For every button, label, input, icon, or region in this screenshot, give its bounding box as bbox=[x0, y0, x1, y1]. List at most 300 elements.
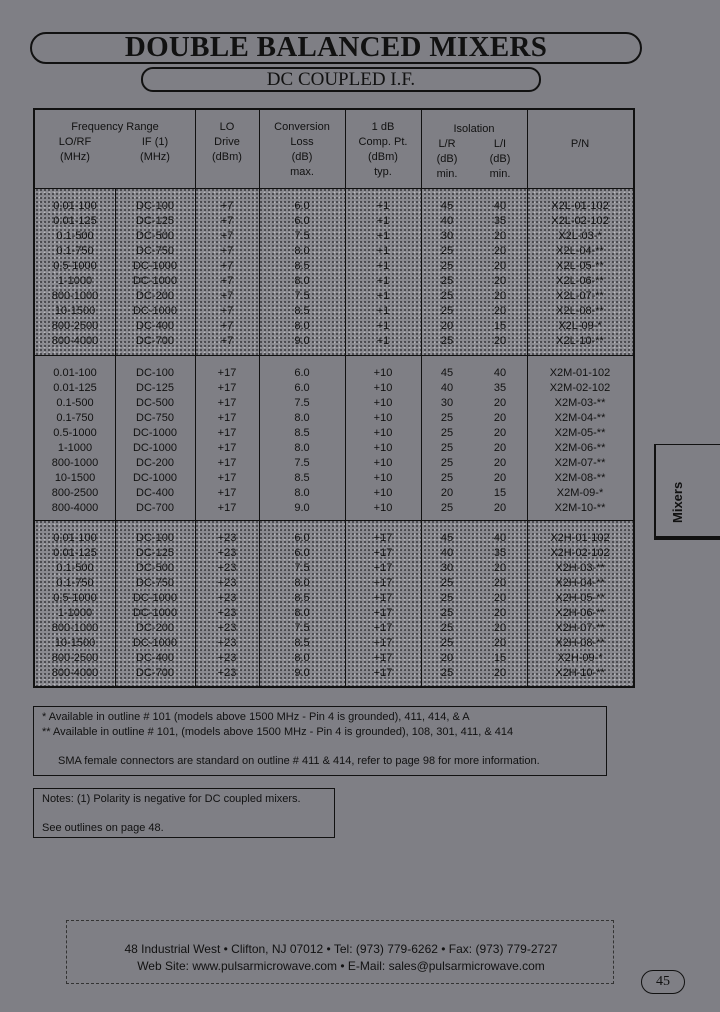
lo-rf-cell: 800-4000 bbox=[51, 502, 99, 514]
header-lo-drive-1: LO bbox=[219, 121, 235, 133]
lo-drive-cell: +7 bbox=[220, 200, 234, 212]
comp-point-cell: +1 bbox=[376, 215, 390, 227]
part-number-cell: X2H-01-102 bbox=[550, 532, 610, 544]
header-lo-rf: LO/RF bbox=[58, 136, 92, 148]
part-number-cell: X2M-06-** bbox=[554, 442, 606, 454]
conv-loss-cell: 8.0 bbox=[294, 442, 310, 454]
header-lo-rf-unit: (MHz) bbox=[60, 151, 90, 163]
header-comp-1: 1 dB bbox=[371, 121, 395, 133]
conv-loss-cell: 6.0 bbox=[294, 367, 310, 379]
li-isolation-cell: 15 bbox=[493, 320, 507, 332]
part-number-cell: X2H-08-** bbox=[555, 637, 605, 649]
subtitle-frame bbox=[141, 67, 541, 92]
if-cell: DC-1000 bbox=[132, 260, 178, 272]
lo-drive-cell: +7 bbox=[220, 215, 234, 227]
if-cell: DC-1000 bbox=[132, 442, 178, 454]
lo-rf-cell: 800-4000 bbox=[51, 667, 99, 679]
lo-rf-cell: 1-1000 bbox=[57, 607, 93, 619]
comp-point-cell: +1 bbox=[376, 335, 390, 347]
part-number-cell: X2M-01-102 bbox=[549, 367, 611, 379]
comp-point-cell: +17 bbox=[373, 547, 393, 559]
table-row bbox=[35, 651, 633, 666]
part-number-cell: X2M-05-** bbox=[554, 427, 606, 439]
li-isolation-cell: 20 bbox=[493, 245, 507, 257]
if-cell: DC-100 bbox=[136, 532, 174, 544]
lo-drive-cell: +17 bbox=[217, 457, 237, 469]
header-pn: P/N bbox=[570, 138, 590, 150]
column-line bbox=[345, 110, 346, 686]
table-row bbox=[35, 531, 633, 546]
li-isolation-cell: 20 bbox=[493, 427, 507, 439]
lo-drive-cell: +23 bbox=[217, 622, 237, 634]
if-cell: DC-750 bbox=[136, 412, 174, 424]
li-isolation-cell: 20 bbox=[493, 667, 507, 679]
comp-point-cell: +17 bbox=[373, 532, 393, 544]
table-row bbox=[35, 486, 633, 501]
header-li-unit: (dB) bbox=[489, 153, 511, 165]
footer-web: Web Site: www.pulsarmicrowave.com • E-Mail: sales@pulsarmicrowave.com bbox=[137, 959, 545, 973]
if-cell: DC-750 bbox=[136, 577, 174, 589]
lr-isolation-cell: 25 bbox=[440, 245, 454, 257]
if-cell: DC-700 bbox=[136, 667, 174, 679]
conv-loss-cell: 8.0 bbox=[294, 487, 310, 499]
header-conv-loss-3: (dB) bbox=[291, 151, 313, 163]
lo-rf-cell: 800-4000 bbox=[51, 335, 99, 347]
lr-isolation-cell: 25 bbox=[440, 502, 454, 514]
table-row bbox=[35, 666, 633, 681]
comp-point-cell: +10 bbox=[373, 367, 393, 379]
table-row bbox=[35, 471, 633, 486]
lo-rf-cell: 0.1-750 bbox=[56, 245, 94, 257]
lo-drive-cell: +17 bbox=[217, 427, 237, 439]
if-cell: DC-700 bbox=[136, 502, 174, 514]
if-cell: DC-500 bbox=[136, 397, 174, 409]
part-number-cell: X2L-07-** bbox=[556, 290, 604, 302]
li-isolation-cell: 20 bbox=[493, 592, 507, 604]
lo-rf-cell: 0.5-1000 bbox=[53, 592, 97, 604]
conv-loss-cell: 6.0 bbox=[294, 532, 310, 544]
comp-point-cell: +17 bbox=[373, 562, 393, 574]
if-cell: DC-1000 bbox=[132, 275, 178, 287]
lr-isolation-cell: 45 bbox=[440, 532, 454, 544]
lo-drive-cell: +17 bbox=[217, 472, 237, 484]
table-row bbox=[35, 289, 633, 304]
page-number: 45 bbox=[641, 970, 685, 994]
table-row bbox=[35, 304, 633, 319]
conv-loss-cell: 7.5 bbox=[294, 622, 310, 634]
comp-point-cell: +10 bbox=[373, 457, 393, 469]
table-row bbox=[35, 426, 633, 441]
table-row bbox=[35, 199, 633, 214]
comp-point-cell: +1 bbox=[376, 275, 390, 287]
comp-point-cell: +1 bbox=[376, 305, 390, 317]
header-lr-unit: (dB) bbox=[436, 153, 458, 165]
table-row bbox=[35, 411, 633, 426]
conv-loss-cell: 8.5 bbox=[294, 637, 310, 649]
conv-loss-cell: 8.0 bbox=[294, 245, 310, 257]
header-lo-drive-2: Drive bbox=[214, 136, 240, 148]
lo-drive-cell: +7 bbox=[220, 290, 234, 302]
lr-isolation-cell: 25 bbox=[440, 577, 454, 589]
part-number-cell: X2L-06-** bbox=[556, 275, 604, 287]
lr-isolation-cell: 20 bbox=[440, 320, 454, 332]
if-cell: DC-200 bbox=[136, 457, 174, 469]
lo-rf-cell: 0.1-500 bbox=[56, 230, 94, 242]
header-conv-loss-4: max. bbox=[290, 166, 314, 178]
lr-isolation-cell: 25 bbox=[440, 290, 454, 302]
header-isolation: Isolation bbox=[453, 123, 495, 135]
table-row bbox=[35, 621, 633, 636]
lo-rf-cell: 0.01-100 bbox=[53, 200, 97, 212]
conv-loss-cell: 8.0 bbox=[294, 577, 310, 589]
comp-point-cell: +1 bbox=[376, 260, 390, 272]
lo-drive-cell: +23 bbox=[217, 562, 237, 574]
part-number-cell: X2L-08-** bbox=[556, 305, 604, 317]
if-cell: DC-200 bbox=[136, 290, 174, 302]
spec-table bbox=[33, 108, 635, 688]
table-row bbox=[35, 501, 633, 516]
section-side-tab bbox=[654, 444, 720, 540]
li-isolation-cell: 20 bbox=[493, 275, 507, 287]
header-comp-3: (dBm) bbox=[368, 151, 398, 163]
lr-isolation-cell: 25 bbox=[440, 275, 454, 287]
part-number-cell: X2L-03-* bbox=[558, 230, 602, 242]
lr-isolation-cell: 25 bbox=[440, 592, 454, 604]
lo-drive-cell: +23 bbox=[217, 637, 237, 649]
part-number-cell: X2M-03-** bbox=[554, 397, 606, 409]
comp-point-cell: +10 bbox=[373, 442, 393, 454]
if-cell: DC-100 bbox=[136, 200, 174, 212]
li-isolation-cell: 20 bbox=[493, 290, 507, 302]
comp-point-cell: +17 bbox=[373, 652, 393, 664]
lo-rf-cell: 1-1000 bbox=[57, 442, 93, 454]
lr-isolation-cell: 25 bbox=[440, 260, 454, 272]
lo-rf-cell: 0.01-125 bbox=[53, 547, 97, 559]
lr-isolation-cell: 40 bbox=[440, 382, 454, 394]
li-isolation-cell: 20 bbox=[493, 472, 507, 484]
lr-isolation-cell: 20 bbox=[440, 487, 454, 499]
comp-point-cell: +1 bbox=[376, 200, 390, 212]
part-number-cell: X2H-09-* bbox=[557, 652, 603, 664]
conv-loss-cell: 8.0 bbox=[294, 275, 310, 287]
lo-drive-cell: +23 bbox=[217, 667, 237, 679]
lo-drive-cell: +23 bbox=[217, 577, 237, 589]
column-line bbox=[527, 110, 528, 686]
medium-drive-group bbox=[35, 355, 633, 520]
li-isolation-cell: 20 bbox=[493, 230, 507, 242]
lr-isolation-cell: 30 bbox=[440, 562, 454, 574]
table-row bbox=[35, 244, 633, 259]
lo-rf-cell: 0.01-125 bbox=[53, 215, 97, 227]
note-outlines: See outlines on page 48. bbox=[42, 822, 164, 834]
li-isolation-cell: 20 bbox=[493, 305, 507, 317]
lo-rf-cell: 0.5-1000 bbox=[53, 260, 97, 272]
lo-drive-cell: +17 bbox=[217, 412, 237, 424]
column-line bbox=[115, 188, 116, 686]
note-polarity: Notes: (1) Polarity is negative for DC coupled mixers. bbox=[42, 793, 301, 805]
lr-isolation-cell: 20 bbox=[440, 652, 454, 664]
if-cell: DC-125 bbox=[136, 547, 174, 559]
lo-drive-cell: +7 bbox=[220, 320, 234, 332]
lo-rf-cell: 800-2500 bbox=[51, 487, 99, 499]
li-isolation-cell: 20 bbox=[493, 442, 507, 454]
part-number-cell: X2H-07-** bbox=[555, 622, 605, 634]
footnote-double-star: ** Available in outline # 101, (models above 1500 MHz - Pin 4 is grounded), 108, 301, 411, & 414 bbox=[42, 726, 514, 738]
lr-isolation-cell: 25 bbox=[440, 472, 454, 484]
lo-drive-cell: +17 bbox=[217, 487, 237, 499]
conv-loss-cell: 9.0 bbox=[294, 335, 310, 347]
title-frame bbox=[30, 32, 642, 64]
li-isolation-cell: 35 bbox=[493, 215, 507, 227]
li-isolation-cell: 20 bbox=[493, 607, 507, 619]
part-number-cell: X2H-04-** bbox=[555, 577, 605, 589]
lo-rf-cell: 800-1000 bbox=[51, 290, 99, 302]
low-drive-group bbox=[35, 188, 633, 355]
lo-drive-cell: +17 bbox=[217, 367, 237, 379]
lr-isolation-cell: 25 bbox=[440, 442, 454, 454]
lo-rf-cell: 800-2500 bbox=[51, 652, 99, 664]
li-isolation-cell: 20 bbox=[493, 457, 507, 469]
if-cell: DC-700 bbox=[136, 335, 174, 347]
conv-loss-cell: 8.5 bbox=[294, 260, 310, 272]
li-isolation-cell: 20 bbox=[493, 397, 507, 409]
footnote-single-star: * Available in outline # 101 (models above 1500 MHz - Pin 4 is grounded), 411, 414, & A bbox=[42, 711, 470, 723]
li-isolation-cell: 35 bbox=[493, 547, 507, 559]
conv-loss-cell: 8.5 bbox=[294, 427, 310, 439]
table-row bbox=[35, 636, 633, 651]
lo-drive-cell: +7 bbox=[220, 335, 234, 347]
lo-drive-cell: +7 bbox=[220, 260, 234, 272]
comp-point-cell: +17 bbox=[373, 667, 393, 679]
lo-drive-cell: +7 bbox=[220, 245, 234, 257]
conv-loss-cell: 8.5 bbox=[294, 472, 310, 484]
header-lr-min: min. bbox=[436, 168, 458, 180]
li-isolation-cell: 20 bbox=[493, 577, 507, 589]
conv-loss-cell: 6.0 bbox=[294, 215, 310, 227]
if-cell: DC-1000 bbox=[132, 472, 178, 484]
table-row bbox=[35, 381, 633, 396]
li-isolation-cell: 20 bbox=[493, 335, 507, 347]
lo-rf-cell: 0.01-125 bbox=[53, 382, 97, 394]
lo-rf-cell: 800-1000 bbox=[51, 622, 99, 634]
header-comp-4: typ. bbox=[374, 166, 392, 178]
comp-point-cell: +17 bbox=[373, 607, 393, 619]
part-number-cell: X2M-10-** bbox=[554, 502, 606, 514]
high-drive-group bbox=[35, 520, 633, 686]
lo-rf-cell: 0.01-100 bbox=[53, 532, 97, 544]
lr-isolation-cell: 25 bbox=[440, 607, 454, 619]
footer-address: 48 Industrial West • Clifton, NJ 07012 • Tel: (973) 779-6262 • Fax: (973) 779-2727 bbox=[124, 942, 558, 956]
li-isolation-cell: 20 bbox=[493, 622, 507, 634]
table-row bbox=[35, 456, 633, 471]
comp-point-cell: +17 bbox=[373, 577, 393, 589]
table-row bbox=[35, 576, 633, 591]
lo-rf-cell: 10-1500 bbox=[54, 472, 96, 484]
lo-rf-cell: 0.01-100 bbox=[53, 367, 97, 379]
part-number-cell: X2L-04-** bbox=[556, 245, 604, 257]
table-row bbox=[35, 229, 633, 244]
table-row bbox=[35, 366, 633, 381]
part-number-cell: X2L-02-102 bbox=[551, 215, 609, 227]
comp-point-cell: +17 bbox=[373, 622, 393, 634]
li-isolation-cell: 40 bbox=[493, 200, 507, 212]
header-frequency-range: Frequency Range bbox=[71, 121, 159, 133]
lo-drive-cell: +17 bbox=[217, 397, 237, 409]
lr-isolation-cell: 40 bbox=[440, 547, 454, 559]
lo-rf-cell: 0.1-500 bbox=[56, 562, 94, 574]
comp-point-cell: +10 bbox=[373, 382, 393, 394]
if-cell: DC-1000 bbox=[132, 637, 178, 649]
li-isolation-cell: 20 bbox=[493, 502, 507, 514]
if-cell: DC-125 bbox=[136, 382, 174, 394]
part-number-cell: X2L-01-102 bbox=[551, 200, 609, 212]
conv-loss-cell: 7.5 bbox=[294, 230, 310, 242]
conv-loss-cell: 8.0 bbox=[294, 652, 310, 664]
comp-point-cell: +10 bbox=[373, 397, 393, 409]
page-subtitle: DC COUPLED I.F. bbox=[266, 69, 416, 90]
table-row bbox=[35, 606, 633, 621]
lo-rf-cell: 1-1000 bbox=[57, 275, 93, 287]
table-row bbox=[35, 274, 633, 289]
table-row bbox=[35, 334, 633, 349]
part-number-cell: X2L-09-* bbox=[558, 320, 602, 332]
side-tab-label: Mixers bbox=[670, 481, 685, 523]
footnote-box bbox=[33, 706, 607, 776]
lo-drive-cell: +17 bbox=[217, 442, 237, 454]
conv-loss-cell: 8.5 bbox=[294, 592, 310, 604]
li-isolation-cell: 20 bbox=[493, 562, 507, 574]
li-isolation-cell: 40 bbox=[493, 367, 507, 379]
header-comp-2: Comp. Pt. bbox=[358, 136, 408, 148]
li-isolation-cell: 15 bbox=[493, 652, 507, 664]
if-cell: DC-400 bbox=[136, 652, 174, 664]
header-lo-drive-3: (dBm) bbox=[212, 151, 242, 163]
lr-isolation-cell: 25 bbox=[440, 335, 454, 347]
comp-point-cell: +1 bbox=[376, 320, 390, 332]
part-number-cell: X2H-10-** bbox=[555, 667, 605, 679]
lo-drive-cell: +17 bbox=[217, 502, 237, 514]
lr-isolation-cell: 25 bbox=[440, 457, 454, 469]
header-li: L/I bbox=[493, 138, 507, 150]
header-if: IF (1) bbox=[141, 136, 169, 148]
column-line bbox=[259, 110, 260, 686]
part-number-cell: X2M-07-** bbox=[554, 457, 606, 469]
part-number-cell: X2M-09-* bbox=[556, 487, 604, 499]
conv-loss-cell: 9.0 bbox=[294, 667, 310, 679]
if-cell: DC-100 bbox=[136, 367, 174, 379]
if-cell: DC-1000 bbox=[132, 305, 178, 317]
li-isolation-cell: 15 bbox=[493, 487, 507, 499]
table-row bbox=[35, 591, 633, 606]
if-cell: DC-1000 bbox=[132, 427, 178, 439]
conv-loss-cell: 8.5 bbox=[294, 305, 310, 317]
page-title: DOUBLE BALANCED MIXERS bbox=[124, 31, 548, 63]
part-number-cell: X2H-02-102 bbox=[550, 547, 610, 559]
comp-point-cell: +17 bbox=[373, 592, 393, 604]
comp-point-cell: +10 bbox=[373, 487, 393, 499]
header-li-min: min. bbox=[489, 168, 511, 180]
table-row bbox=[35, 546, 633, 561]
lr-isolation-cell: 25 bbox=[440, 412, 454, 424]
lr-isolation-cell: 25 bbox=[440, 427, 454, 439]
conv-loss-cell: 8.0 bbox=[294, 320, 310, 332]
lr-isolation-cell: 25 bbox=[440, 622, 454, 634]
comp-point-cell: +10 bbox=[373, 412, 393, 424]
contact-footer bbox=[66, 920, 614, 984]
lo-rf-cell: 0.1-750 bbox=[56, 412, 94, 424]
table-row bbox=[35, 441, 633, 456]
table-row bbox=[35, 214, 633, 229]
li-isolation-cell: 40 bbox=[493, 532, 507, 544]
conv-loss-cell: 6.0 bbox=[294, 200, 310, 212]
group-divider bbox=[35, 520, 633, 521]
comp-point-cell: +1 bbox=[376, 245, 390, 257]
lo-rf-cell: 800-1000 bbox=[51, 457, 99, 469]
part-number-cell: X2M-04-** bbox=[554, 412, 606, 424]
if-cell: DC-1000 bbox=[132, 607, 178, 619]
li-isolation-cell: 35 bbox=[493, 382, 507, 394]
li-isolation-cell: 20 bbox=[493, 260, 507, 272]
footnote-sma: SMA female connectors are standard on outline # 411 & 414, refer to page 98 for more information. bbox=[58, 755, 540, 767]
conv-loss-cell: 6.0 bbox=[294, 382, 310, 394]
comp-point-cell: +1 bbox=[376, 230, 390, 242]
li-isolation-cell: 20 bbox=[493, 412, 507, 424]
part-number-cell: X2M-08-** bbox=[554, 472, 606, 484]
lo-rf-cell: 800-2500 bbox=[51, 320, 99, 332]
lo-rf-cell: 0.1-750 bbox=[56, 577, 94, 589]
header-divider bbox=[35, 188, 633, 189]
header-if-unit: (MHz) bbox=[140, 151, 170, 163]
notes-box bbox=[33, 788, 335, 838]
lo-drive-cell: +23 bbox=[217, 652, 237, 664]
part-number-cell: X2H-06-** bbox=[555, 607, 605, 619]
conv-loss-cell: 8.0 bbox=[294, 412, 310, 424]
li-isolation-cell: 20 bbox=[493, 637, 507, 649]
table-header bbox=[35, 110, 633, 188]
part-number-cell: X2L-05-** bbox=[556, 260, 604, 272]
if-cell: DC-500 bbox=[136, 562, 174, 574]
lo-drive-cell: +23 bbox=[217, 607, 237, 619]
lo-rf-cell: 0.5-1000 bbox=[53, 427, 97, 439]
part-number-cell: X2L-10-** bbox=[556, 335, 604, 347]
comp-point-cell: +10 bbox=[373, 472, 393, 484]
comp-point-cell: +10 bbox=[373, 427, 393, 439]
lr-isolation-cell: 30 bbox=[440, 397, 454, 409]
table-row bbox=[35, 561, 633, 576]
if-cell: DC-400 bbox=[136, 320, 174, 332]
lo-drive-cell: +23 bbox=[217, 532, 237, 544]
lr-isolation-cell: 30 bbox=[440, 230, 454, 242]
table-row bbox=[35, 396, 633, 411]
if-cell: DC-200 bbox=[136, 622, 174, 634]
part-number-cell: X2H-03-** bbox=[555, 562, 605, 574]
lr-isolation-cell: 45 bbox=[440, 200, 454, 212]
header-lr: L/R bbox=[438, 138, 456, 150]
lo-rf-cell: 10-1500 bbox=[54, 637, 96, 649]
if-cell: DC-125 bbox=[136, 215, 174, 227]
conv-loss-cell: 8.0 bbox=[294, 607, 310, 619]
if-cell: DC-500 bbox=[136, 230, 174, 242]
lr-isolation-cell: 25 bbox=[440, 305, 454, 317]
conv-loss-cell: 7.5 bbox=[294, 457, 310, 469]
comp-point-cell: +1 bbox=[376, 290, 390, 302]
header-conv-loss-2: Loss bbox=[290, 136, 314, 148]
if-cell: DC-1000 bbox=[132, 592, 178, 604]
table-row bbox=[35, 319, 633, 334]
conv-loss-cell: 9.0 bbox=[294, 502, 310, 514]
lo-drive-cell: +23 bbox=[217, 592, 237, 604]
column-line bbox=[421, 110, 422, 686]
